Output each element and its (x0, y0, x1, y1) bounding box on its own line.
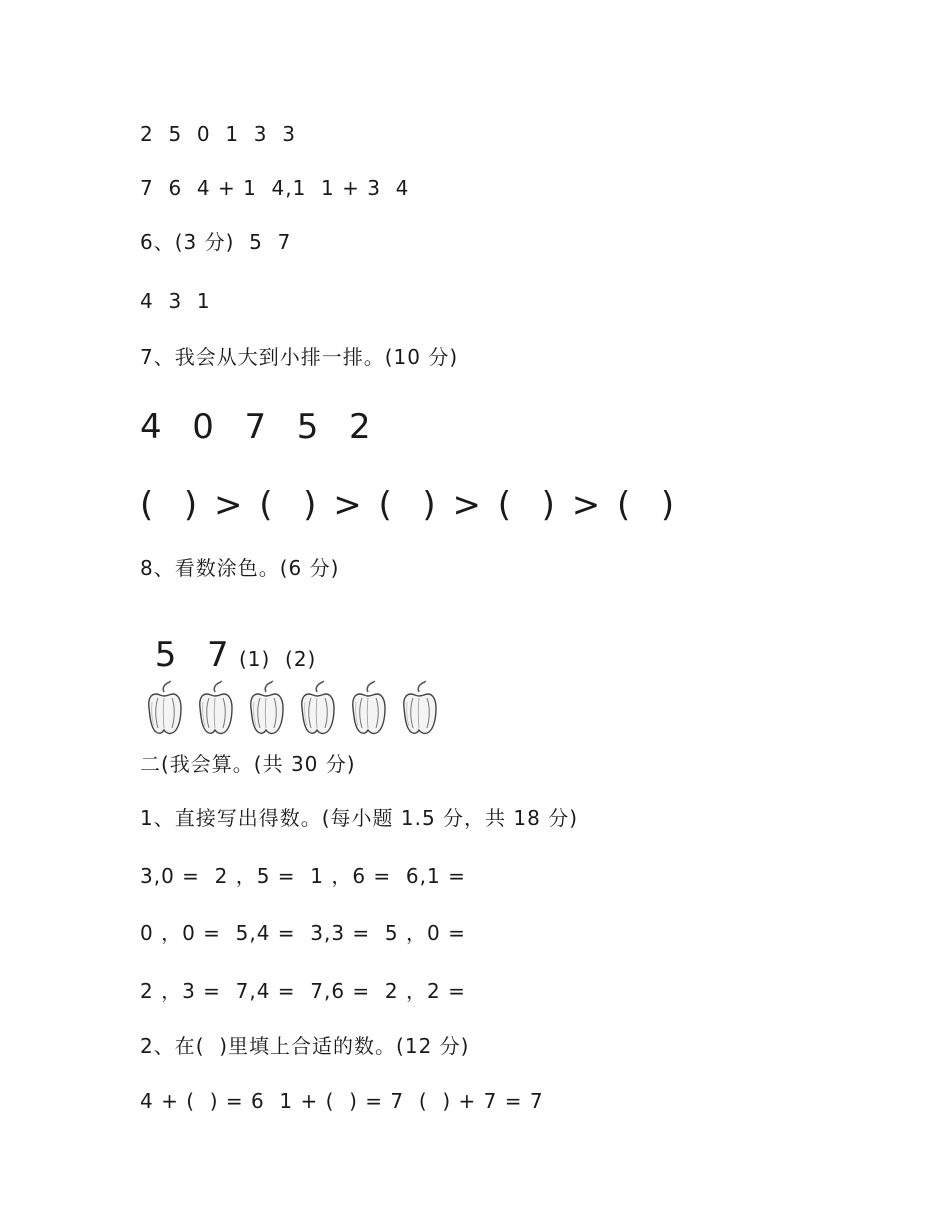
number-row-2: 7 6 4 + 1 4,1 1 + 3 4 (140, 176, 410, 200)
calc-row-3: 2 ，3 = 7,4 = 7,6 = 2 ，2 = (140, 979, 466, 1003)
bell-pepper-icon (297, 680, 338, 736)
question-8-heading: 8、看数涂色。(6 分) (140, 556, 340, 580)
bell-pepper-icon (195, 680, 236, 736)
question-7-heading: 7、我会从大到小排一排。(10 分) (140, 345, 459, 369)
sort-numbers: 4 0 7 5 2 (140, 407, 374, 447)
color-count-row (140, 618, 317, 675)
question-2-1-heading: 1、直接写出得数。(每小题 1.5 分，共 18 分) (140, 806, 579, 830)
calc-row-1: 3,0 = 2 ，5 = 1 ，6 = 6,1 = (140, 864, 466, 888)
calc-row-2: 0 ，0 = 5,4 = 3,3 = 5 ，0 = (140, 921, 466, 945)
color-count-parts: (1) (2) (231, 647, 317, 671)
bell-pepper-icon (144, 680, 185, 736)
bell-pepper-icon (399, 680, 440, 736)
sort-blanks: ( ) > ( ) > ( ) > ( ) > ( ) (140, 485, 678, 525)
number-row-1: 2 5 0 1 3 3 (140, 122, 296, 146)
question-6-heading: 6、(3 分) 5 7 (140, 230, 292, 254)
color-count-numbers: 5 7 (154, 635, 232, 675)
pepper-row (144, 680, 440, 736)
fill-blank-row: 4 + ( ) = 6 1 + ( ) = 7 ( ) + 7 = 7 (140, 1089, 544, 1113)
number-row-3: 4 3 1 (140, 289, 211, 313)
bell-pepper-icon (246, 680, 287, 736)
section-2-heading: 二(我会算。(共 30 分) (140, 752, 356, 776)
question-2-2-heading: 2、在( )里填上合适的数。(12 分) (140, 1034, 470, 1058)
bell-pepper-icon (348, 680, 389, 736)
